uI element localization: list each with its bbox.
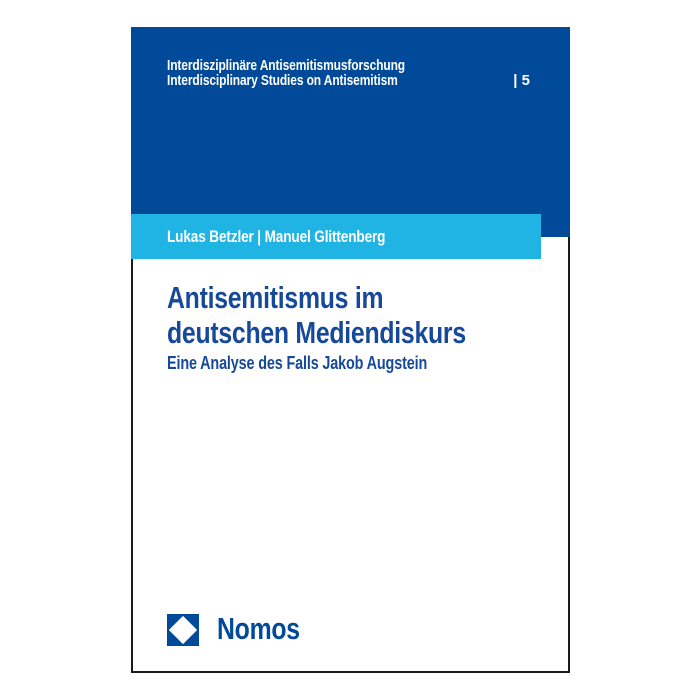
nomos-diamond-icon bbox=[167, 614, 199, 646]
series-title-line2: Interdisciplinary Studies on Antisemitism bbox=[167, 72, 398, 89]
book-title bbox=[167, 280, 466, 350]
author-band bbox=[131, 214, 541, 259]
series-title bbox=[167, 58, 405, 88]
book-subtitle: Eine Analyse des Falls Jakob Augstein bbox=[167, 353, 428, 373]
publisher-name: Nomos bbox=[217, 611, 300, 646]
book-title-line2: deutschen Mediendiskurs bbox=[167, 315, 466, 350]
series-title-line1: Interdisziplinäre Antisemitismusforschung bbox=[167, 57, 406, 74]
diamond-shape bbox=[169, 616, 197, 644]
book-cover bbox=[131, 27, 570, 673]
series-header-panel bbox=[131, 27, 570, 237]
series-volume-number: | 5 bbox=[513, 72, 530, 89]
book-title-line1: Antisemitismus im bbox=[167, 280, 384, 315]
author-names: Lukas Betzler | Manuel Glittenberg bbox=[167, 226, 386, 246]
